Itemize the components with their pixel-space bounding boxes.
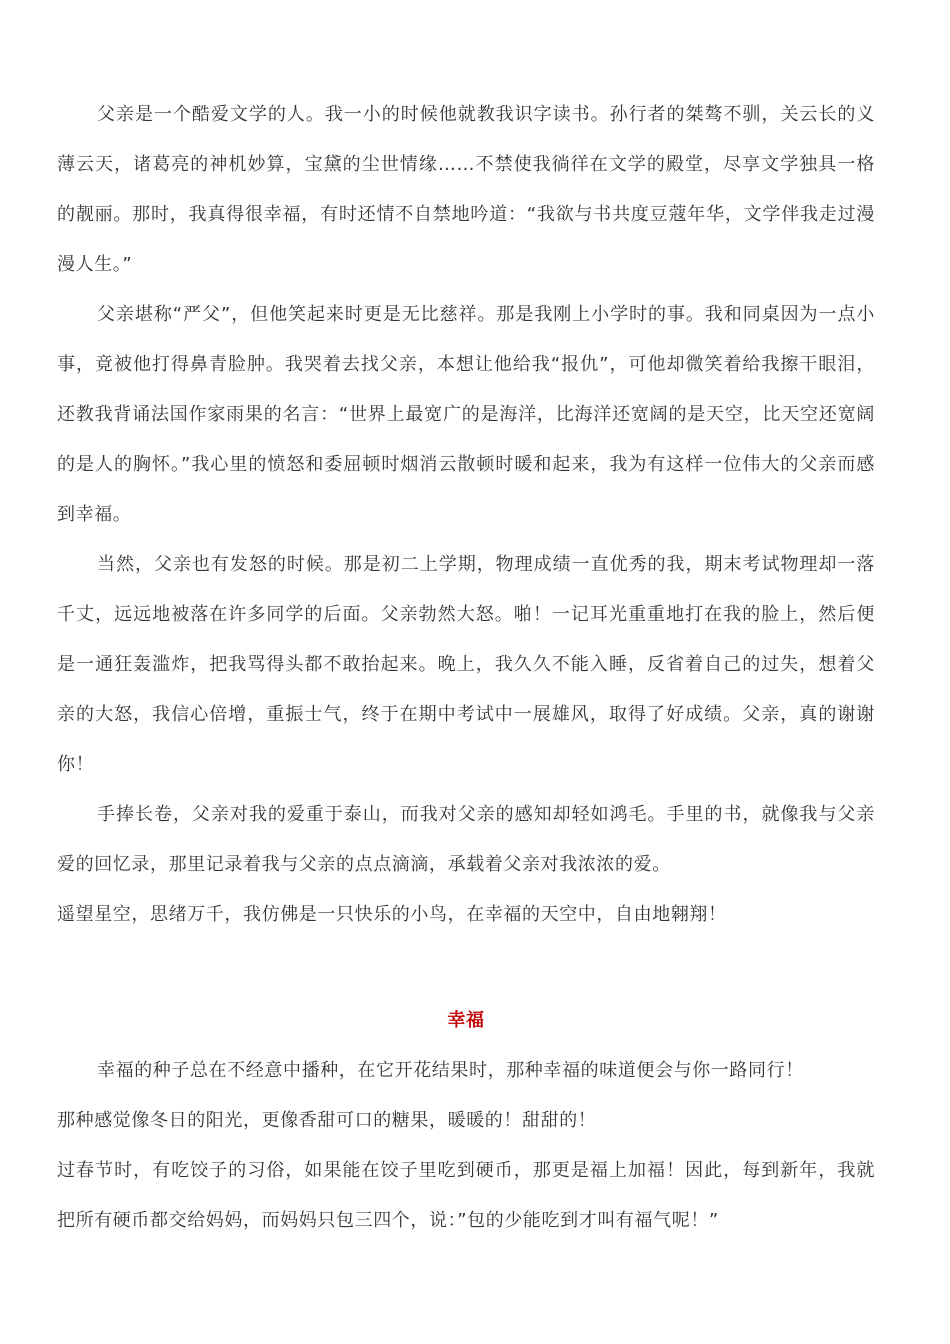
paragraph-stargazing: 遥望星空，思绪万千，我仿佛是一只快乐的小鸟，在幸福的天空中，自由地翱翔！ bbox=[57, 904, 727, 925]
paragraph-father-anger: 当然，父亲也有发怒的时候。那是初二上学期，物理成绩一直优秀的我，期末考试物理却一落千丈，远远地被落在许多同学的后面。父亲勃然大怒。啪！一记耳光重重地打在我的脸上，然后便是一通狂轰滥炸，把我骂得头都不敢抬起来。晚上，我久久不能入睡，反省着自己的过失，想着父亲的大怒，我信心倍增，重振士气，终于在期中考试中一展雄风，取得了好成绩。父亲，真的谢谢你！ bbox=[57, 554, 875, 775]
paragraph-happiness-seed: 幸福的种子总在不经意中播种，在它开花结果时，那种幸福的味道便会与你一路同行！ bbox=[97, 1060, 804, 1081]
essay-title: 幸福 bbox=[447, 1010, 485, 1031]
paragraph-long-scroll: 手捧长卷，父亲对我的爱重于泰山，而我对父亲的感知却轻如鸿毛。手里的书，就像我与父亲爱的回忆录，那里记录着我与父亲的点点滴滴，承载着父亲对我浓浓的爱。 bbox=[57, 804, 875, 875]
paragraph-spring-festival: 过春节时，有吃饺子的习俗，如果能在饺子里吃到硬币，那更是福上加福！因此，每到新年，我就把所有硬币都交给妈妈，而妈妈只包三四个，说：”包的少能吃到才叫有福气呢！” bbox=[57, 1160, 875, 1231]
paragraph-winter-sun: 那种感觉像冬日的阳光，更像香甜可口的糖果，暖暖的！甜甜的！ bbox=[57, 1110, 597, 1131]
paragraph-literature: 父亲是一个酷爱文学的人。我一小的时候他就教我识字读书。孙行者的桀骜不驯，关云长的义薄云天，诸葛亮的神机妙算，宝黛的尘世情缘……不禁使我徜徉在文学的殿堂，尽享文学独具一格的靓丽。那时，我真得很幸福，有时还情不自禁地吟道：“我欲与书共度豆蔻年华，文学伴我走过漫漫人生。” bbox=[57, 104, 875, 275]
document-page bbox=[57, 90, 875, 1246]
paragraph-strict-father: 父亲堪称“严父”，但他笑起来时更是无比慈祥。那是我刚上小学时的事。我和同桌因为一点小事，竟被他打得鼻青脸肿。我哭着去找父亲，本想让他给我“报仇”，可他却微笑着给我擦干眼泪，还教我背诵法国作家雨果的名言：“世界上最宽广的是海洋，比海洋还宽阔的是天空，比天空还宽阔的是人的胸怀。”我心里的愤怒和委屈顿时烟消云散顿时暖和起来，我为有这样一位伟大的父亲而感到幸福。 bbox=[57, 304, 875, 525]
